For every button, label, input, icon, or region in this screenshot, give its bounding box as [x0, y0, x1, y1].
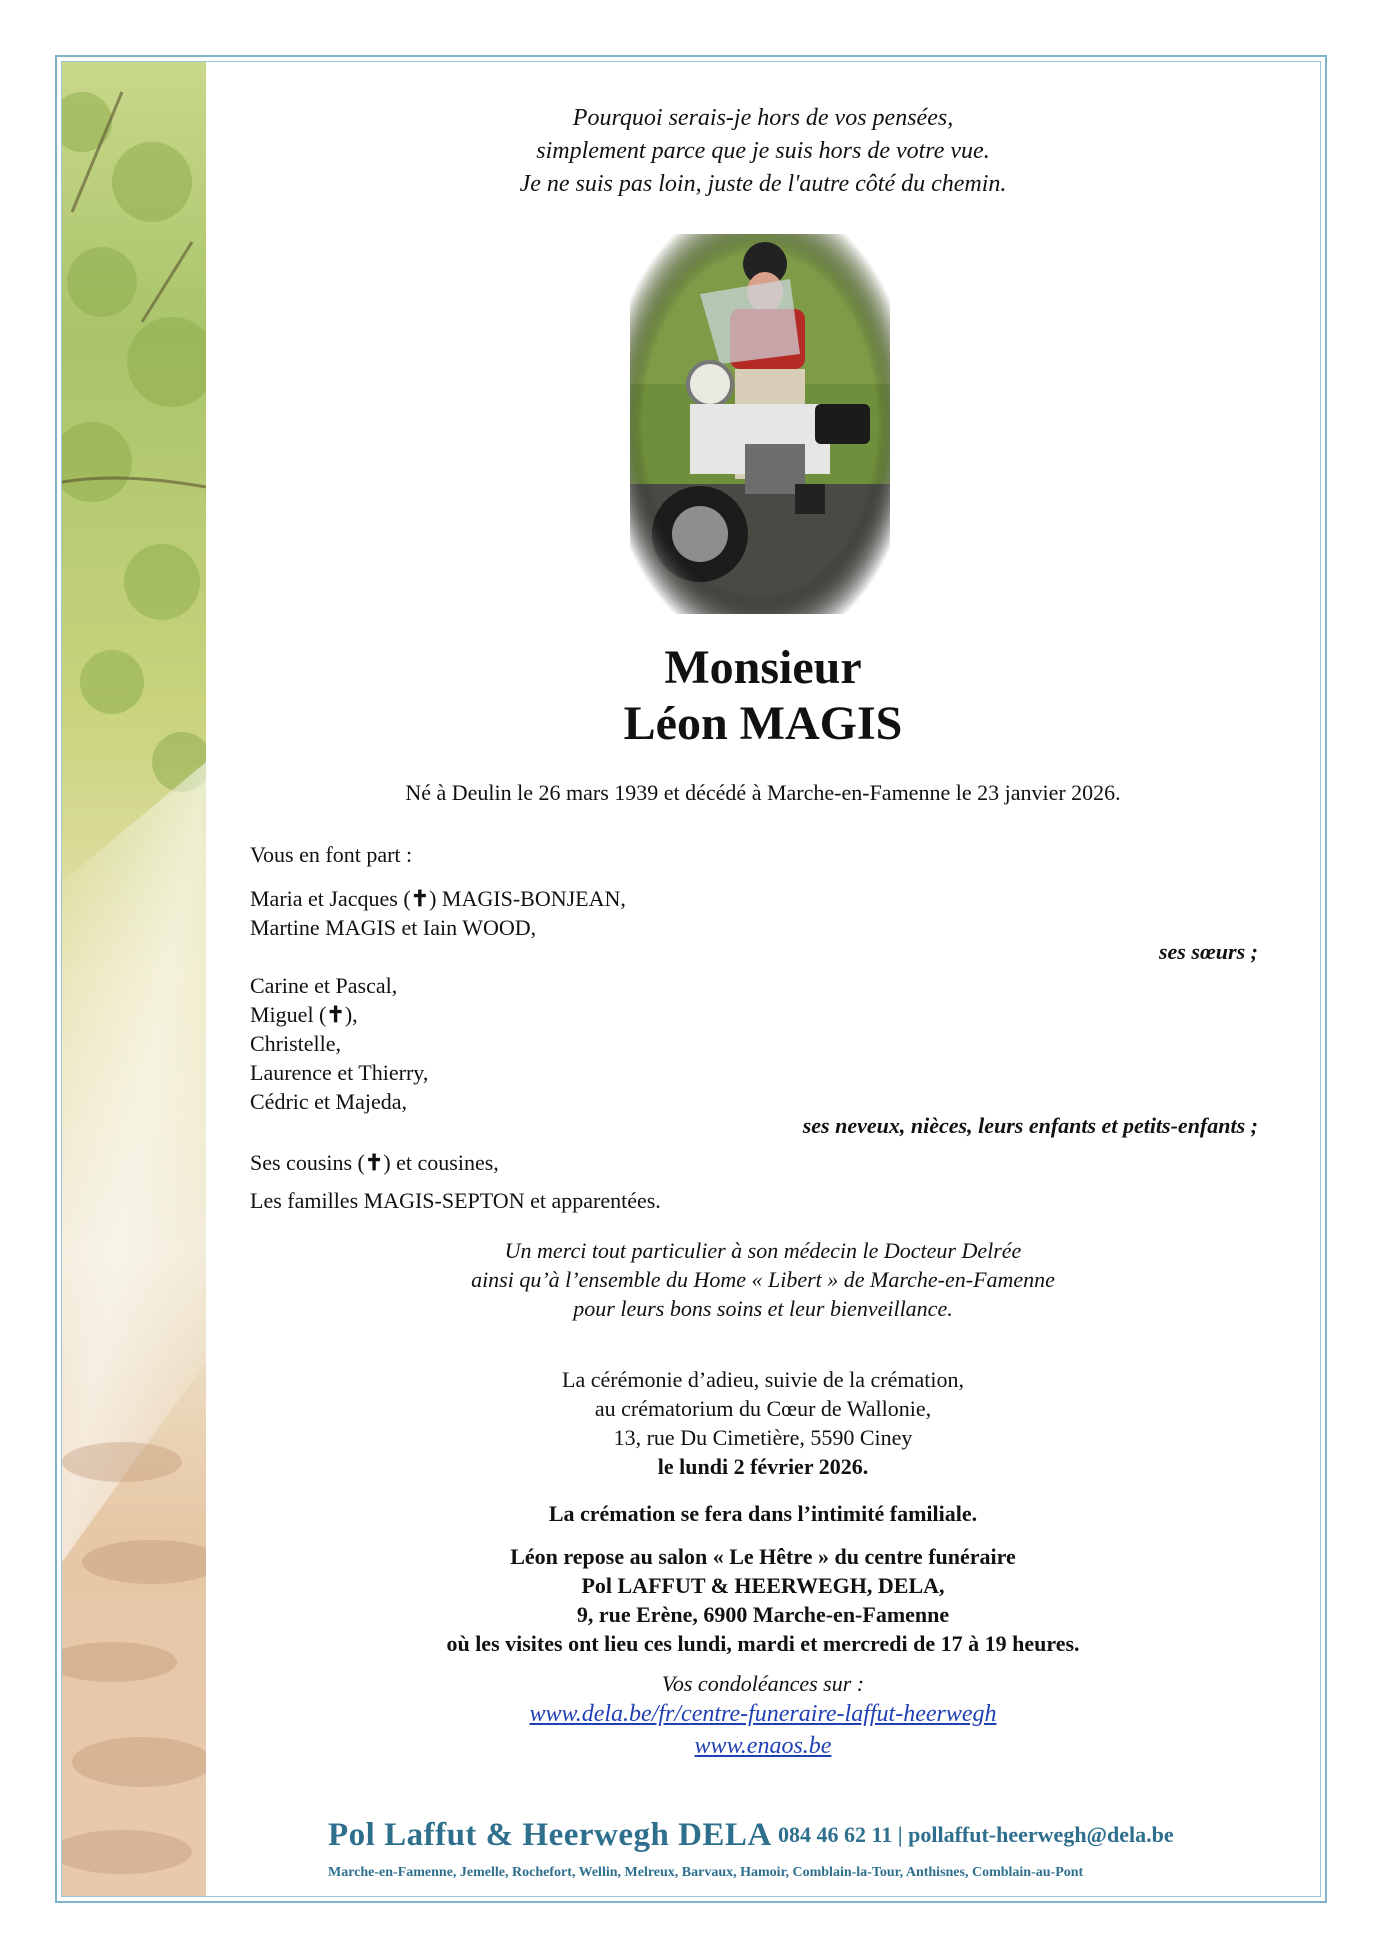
condolences-label: Vos condoléances sur :	[661, 1671, 865, 1696]
condolences-block	[206, 1669, 1320, 1762]
thanks-block	[206, 1236, 1320, 1323]
obituary-content	[206, 62, 1320, 1896]
forest-path-photo	[62, 62, 206, 1896]
siblings-list	[250, 884, 626, 942]
sibling-text: Maria et Jacques (	[250, 886, 411, 911]
visits-block	[206, 1542, 1320, 1658]
deceased-title	[206, 640, 1320, 752]
siblings-label: ses sœurs ;	[1158, 939, 1258, 964]
nephew-text: ),	[344, 1002, 358, 1027]
announcement-intro: Vous en font part :	[250, 842, 413, 867]
nephew-line: Christelle,	[250, 1031, 342, 1056]
sibling-line: Martine MAGIS et Iain WOOD,	[250, 915, 537, 940]
enaos-link[interactable]: www.enaos.be	[694, 1733, 832, 1759]
ceremony-block	[206, 1365, 1320, 1481]
nephews-list	[250, 971, 428, 1116]
company-logo: Pol Laffut & Heerwegh DELA	[328, 1817, 772, 1853]
poem	[206, 102, 1320, 201]
deceased-name: Léon MAGIS	[623, 697, 903, 750]
visits-line: Léon repose au salon « Le Hêtre » du centre funéraire	[510, 1544, 1016, 1569]
nephew-line: Carine et Pascal,	[250, 973, 398, 998]
poem-line: simplement parce que je suis hors de votre vue.	[536, 138, 990, 164]
nephew-line: Cédric et Majeda,	[250, 1089, 407, 1114]
visits-line: 9, rue Erène, 6900 Marche-en-Famenne	[576, 1602, 950, 1627]
sibling-line	[250, 884, 626, 913]
cousins-text: ) et cousines,	[383, 1150, 499, 1175]
poem-line: Je ne suis pas loin, juste de l'autre côté du chemin.	[519, 171, 1007, 197]
ceremony-date: le lundi 2 février 2026.	[657, 1454, 869, 1479]
birth-death-line: Né à Deulin le 26 mars 1939 et décédé à Marche-en-Famenne le 23 janvier 2026.	[405, 780, 1121, 805]
ceremony-line: La cérémonie d’adieu, suivie de la crémation,	[562, 1367, 964, 1392]
nephew-text: Miguel (	[250, 1002, 327, 1027]
visits-line: Pol LAFFUT & HEERWEGH, DELA,	[581, 1573, 945, 1598]
honorific: Monsieur	[664, 641, 862, 694]
cousins-line	[250, 1148, 499, 1177]
ceremony-line: 13, rue Du Cimetière, 5590 Ciney	[613, 1425, 913, 1450]
company-contact: 084 46 62 11 | pollaffut-heerwegh@dela.be	[778, 1822, 1174, 1847]
cousins-text: Ses cousins (	[250, 1150, 365, 1175]
portrait-photo	[630, 234, 890, 614]
nephews-label: ses neveux, nièces, leurs enfants et petits-enfants ;	[802, 1113, 1258, 1138]
cross-icon: ✝	[410, 886, 430, 911]
cross-icon: ✝	[364, 1150, 384, 1175]
ceremony-line: au crématorium du Cœur de Wallonie,	[594, 1396, 932, 1421]
nephew-line: Laurence et Thierry,	[250, 1060, 429, 1085]
thanks-line: pour leurs bons soins et leur bienveillance.	[573, 1296, 953, 1321]
cross-icon: ✝	[326, 1002, 345, 1027]
dela-condolence-link[interactable]: www.dela.be/fr/centre-funeraire-laffut-heerwegh	[529, 1701, 997, 1727]
visits-line: où les visites ont lieu ces lundi, mardi et mercredi de 17 à 19 heures.	[446, 1631, 1080, 1656]
thanks-line: Un merci tout particulier à son médecin le Docteur Delrée	[504, 1238, 1022, 1263]
company-locations: Marche-en-Famenne, Jemelle, Rochefort, Wellin, Melreux, Barvaux, Hamoir, Comblain-la-Tour, Anthisnes, Comblain-au-Pont	[328, 1865, 1084, 1880]
thanks-line: ainsi qu’à l’ensemble du Home « Libert » de Marche-en-Famenne	[471, 1267, 1055, 1292]
cremation-intimate: La crémation se fera dans l’intimité familiale.	[548, 1501, 978, 1526]
poem-line: Pourquoi serais-je hors de vos pensées,	[572, 105, 954, 131]
sibling-text: ) MAGIS-BONJEAN,	[429, 886, 626, 911]
families-line: Les familles MAGIS-SEPTON et apparentées.	[250, 1188, 661, 1213]
nephew-line	[250, 1000, 428, 1029]
